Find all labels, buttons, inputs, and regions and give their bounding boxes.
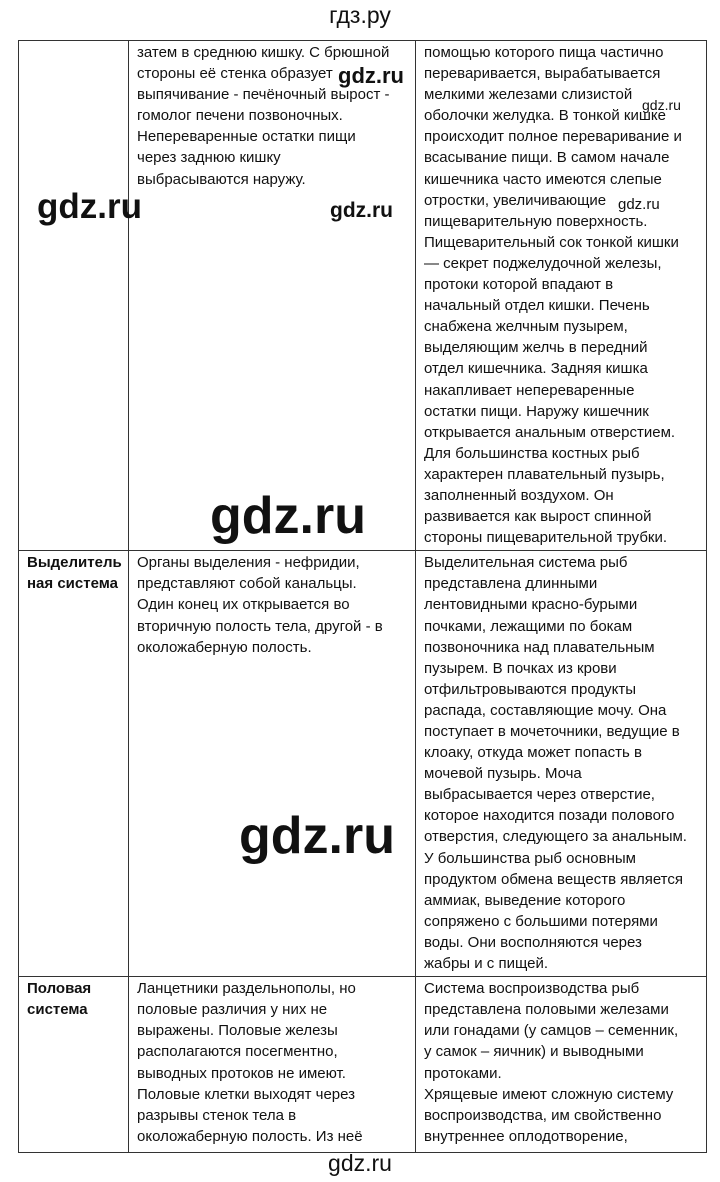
watermark: gdz.ru bbox=[239, 807, 395, 865]
watermark: gdz.ru bbox=[618, 196, 660, 213]
row-label-cell bbox=[19, 41, 129, 551]
row-label: Половая система bbox=[27, 980, 92, 1019]
row-label: Выделитель ная система bbox=[27, 554, 122, 593]
fish-text: Выделительная система рыб представлена длинными лентовидными красно-бурыми почками, лежащими по бокам позвоночника над плавательным пузырем. В почках из крови отфильтровываются продукты распада, составляющие мочу. Она поступает в мочеточники, ведущие в клоаку, откуда может попасть в мочевой пузырь. Моча выбрасывается через отверстие, которое находится позади полового отверстия, следующего за анальным. У большинства рыб основным продуктом обмена веществ является аммиак, выведение которого сопряжено с большими потерями воды. Они восполняются через жабры и с пищей. bbox=[424, 554, 687, 973]
lancelet-cell bbox=[129, 551, 416, 977]
fish-text: помощью которого пища частично переваривается, вырабатывается мелкими железами слизистой оболочки желудка. В тонкой кишке происходит полное переваривание и всасывание пищи. В самом начале кишечника часто имеются слепые отростки, увеличивающие пищеварительную поверхность. Пищеварительный сок тонкой кишки — секрет поджелудочной железы, протоки которой впадают в начальный отдел кишки. Печень снабжена желчным пузырем, выделяющим желчь в передний отдел кишечника. Задняя кишка накапливает непереваренные остатки пищи. Наружу кишечник открывается анальным отверстием. Для большинства костных рыб характерен плавательный пузырь, заполненный воздухом. Он развивается как вырост спинной стороны пищеварительной трубки. bbox=[424, 44, 682, 547]
row-label-cell bbox=[19, 977, 129, 1153]
watermark: gdz.ru bbox=[338, 63, 404, 88]
site-footer: gdz.ru bbox=[328, 1150, 392, 1176]
fish-text: Система воспроизводства рыб представлена половыми железами или гонадами (у самцов – семенник, у самок – яичник) и выводными протоками. Хрящевые имеют сложную систему воспроизводства, им свойственно внутреннее оплодотворение, bbox=[424, 980, 679, 1145]
comparison-table bbox=[18, 40, 707, 1153]
lancelet-text: Ланцетники раздельнополы, но половые различия у них не выражены. Половые железы располагаются посегментно, выводных протоков не имеют. Половые клетки выходят через разрывы стенок тела в околожаберную полость. Из неё bbox=[137, 980, 363, 1145]
lancelet-text: затем в среднюю кишку. С брюшной стороны её стенка образует выпячивание - печёночный вырост - гомолог печени позвоночных. Непереваренные остатки пищи через заднюю кишку выбрасываются наружу. bbox=[137, 44, 390, 188]
watermark: gdz.ru bbox=[210, 487, 366, 545]
row-label-cell bbox=[19, 551, 129, 977]
fish-cell bbox=[416, 551, 707, 977]
watermark: gdz.ru bbox=[330, 199, 393, 222]
table-row-excretory bbox=[19, 551, 707, 977]
watermark: gdz.ru bbox=[37, 187, 142, 226]
lancelet-cell bbox=[129, 977, 416, 1153]
site-header: гдз.ру bbox=[329, 2, 391, 28]
lancelet-text: Органы выделения - нефридии, представляют собой канальцы. Один конец их открывается во вторичную полость тела, другой - в околожаберную полость. bbox=[137, 554, 383, 656]
lancelet-cell bbox=[129, 41, 416, 551]
fish-cell bbox=[416, 977, 707, 1153]
table-row-reproductive bbox=[19, 977, 707, 1153]
table-row-digestive bbox=[19, 41, 707, 551]
watermark: gdz.ru bbox=[642, 97, 681, 113]
fish-cell bbox=[416, 41, 707, 551]
